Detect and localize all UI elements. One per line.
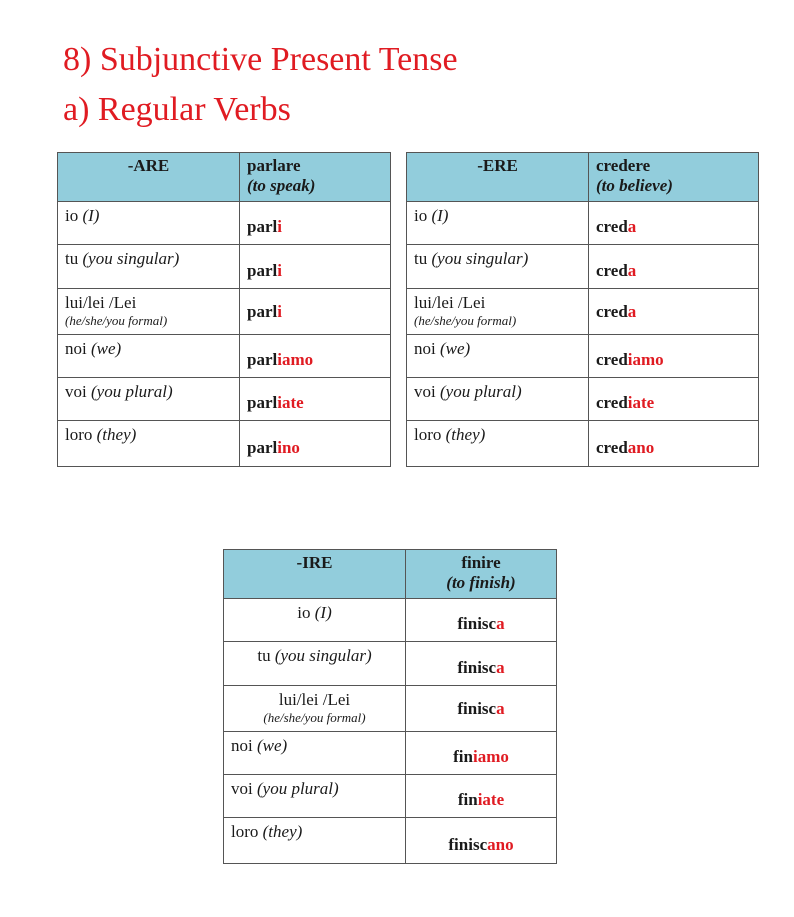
verb-header [406, 550, 557, 599]
verb-ending: i [277, 260, 282, 280]
verb-ending: iate [627, 393, 655, 412]
pronoun-cell [407, 335, 589, 378]
verb-form-cell [589, 289, 759, 335]
pronoun-gloss: (he/she/you formal) [414, 313, 517, 328]
pronoun-cell [58, 245, 240, 289]
ending-header: -IRE [224, 550, 406, 599]
verb-header [589, 153, 759, 202]
verb-stem: finisc [448, 834, 488, 854]
pronoun-gloss: (we) [90, 339, 122, 358]
pronoun-gloss: (I) [82, 206, 100, 225]
pronoun-cell [407, 245, 589, 289]
pronoun-cell [224, 732, 406, 775]
pronoun-cell [407, 289, 589, 335]
pronoun-gloss: (you plural) [90, 382, 173, 401]
verb-ending: a [627, 301, 637, 321]
pronoun: lui/lei /Lei [278, 690, 351, 709]
table-row [407, 202, 759, 245]
table-row [224, 642, 557, 686]
pronoun-gloss: (he/she/you formal) [263, 710, 366, 725]
verb-form-cell [240, 421, 391, 467]
pronoun-cell [224, 642, 406, 686]
pronoun-cell [58, 378, 240, 421]
pronoun: voi [414, 382, 436, 401]
pronoun: io [65, 206, 79, 225]
table-row [224, 818, 557, 864]
verb-meaning: (to finish) [446, 573, 516, 592]
verb-meaning: (to believe) [596, 176, 673, 195]
pronoun: loro [414, 425, 442, 444]
pronoun-gloss: (he/she/you formal) [65, 313, 168, 328]
page-title: 8) Subjunctive Present Tense [63, 41, 458, 78]
pronoun: voi [65, 382, 87, 401]
pronoun-gloss: (I) [431, 206, 449, 225]
verb-stem: parl [247, 260, 278, 280]
pronoun-cell [407, 202, 589, 245]
pronoun: tu [414, 249, 428, 268]
verb-form-cell [589, 421, 759, 467]
pronoun: noi [65, 339, 87, 358]
table-row [58, 289, 391, 335]
verb-stem: fin [453, 747, 473, 766]
verb-ending: a [496, 614, 505, 633]
verb-ending: iate [277, 393, 304, 412]
conjugation-table-ere [406, 152, 759, 467]
pronoun-cell [407, 421, 589, 467]
pronoun-gloss: (I) [314, 603, 332, 622]
pronoun-gloss: (you plural) [439, 382, 522, 401]
verb-form-cell [406, 732, 557, 775]
verb-meaning: (to speak) [247, 176, 316, 195]
verb-stem: finisc [457, 698, 497, 718]
pronoun-gloss: (you singular) [274, 646, 372, 665]
pronoun-cell [224, 599, 406, 642]
verb-ending: a [627, 260, 637, 280]
verb-stem: parl [247, 350, 278, 369]
verb-ending: i [277, 301, 282, 321]
table-row [224, 775, 557, 818]
verb-ending: ano [487, 834, 514, 854]
table-row [224, 599, 557, 642]
table-row [407, 289, 759, 335]
verb-stem: cred [596, 260, 628, 280]
conjugation-table-ire [223, 549, 557, 864]
verb-form-cell [406, 642, 557, 686]
verb-form-cell [589, 378, 759, 421]
verb-infinitive: parlare [247, 156, 301, 175]
table-row [407, 245, 759, 289]
pronoun: lui/lei /Lei [65, 293, 137, 312]
pronoun: io [414, 206, 428, 225]
verb-stem: parl [247, 217, 278, 236]
verb-stem: cred [596, 301, 628, 321]
verb-ending: iate [477, 790, 505, 809]
verb-ending: iamo [472, 747, 509, 766]
verb-form-cell [240, 335, 391, 378]
table-row [224, 732, 557, 775]
conjugation-table-are [57, 152, 391, 467]
verb-form-cell [240, 378, 391, 421]
table-row [407, 335, 759, 378]
pronoun: tu [257, 646, 271, 665]
pronoun-cell [224, 775, 406, 818]
page-subtitle: a) Regular Verbs [63, 91, 291, 128]
verb-form-cell [589, 202, 759, 245]
verb-form-cell [406, 599, 557, 642]
verb-form-cell [406, 686, 557, 732]
pronoun: tu [65, 249, 79, 268]
verb-form-cell [240, 202, 391, 245]
ending-header: -ARE [58, 153, 240, 202]
pronoun-gloss: (they) [262, 822, 303, 841]
verb-stem: finisc [457, 657, 497, 677]
verb-form-cell [589, 245, 759, 289]
verb-stem: fin [457, 790, 478, 809]
pronoun: noi [231, 736, 253, 755]
verb-infinitive: credere [596, 156, 651, 175]
pronoun-gloss: (they) [96, 425, 137, 444]
pronoun-cell [58, 421, 240, 467]
pronoun-cell [58, 202, 240, 245]
verb-infinitive: finire [461, 553, 501, 572]
verb-stem: cred [596, 217, 628, 236]
pronoun: noi [414, 339, 436, 358]
table-row [58, 202, 391, 245]
ending-header: -ERE [407, 153, 589, 202]
pronoun-cell [58, 335, 240, 378]
pronoun-cell [407, 378, 589, 421]
pronoun-cell [224, 818, 406, 864]
table-row [407, 378, 759, 421]
verb-ending: iamo [627, 350, 664, 369]
verb-stem: cred [596, 437, 628, 457]
table-row [407, 421, 759, 467]
pronoun: io [297, 603, 311, 622]
pronoun-gloss: (you singular) [431, 249, 529, 268]
verb-ending: a [496, 698, 505, 718]
verb-form-cell [406, 818, 557, 864]
verb-ending: a [496, 657, 505, 677]
pronoun-gloss: (you plural) [256, 779, 339, 798]
verb-form-cell [240, 245, 391, 289]
verb-stem: finisc [457, 614, 497, 633]
table-row [58, 245, 391, 289]
verb-ending: ano [627, 437, 655, 457]
pronoun: loro [65, 425, 93, 444]
table-row [224, 686, 557, 732]
table-row [58, 335, 391, 378]
pronoun: lui/lei /Lei [414, 293, 486, 312]
pronoun-gloss: (we) [439, 339, 471, 358]
table-row [58, 421, 391, 467]
header-row [407, 153, 759, 202]
verb-stem: cred [596, 350, 628, 369]
verb-stem: cred [596, 393, 628, 412]
header-row [224, 550, 557, 599]
pronoun-gloss: (they) [445, 425, 486, 444]
verb-stem: parl [247, 301, 278, 321]
pronoun-cell [58, 289, 240, 335]
verb-ending: a [627, 217, 637, 236]
pronoun-gloss: (we) [256, 736, 288, 755]
verb-form-cell [589, 335, 759, 378]
verb-ending: iamo [277, 350, 314, 369]
pronoun: loro [231, 822, 259, 841]
pronoun-gloss: (you singular) [82, 249, 180, 268]
pronoun: voi [231, 779, 253, 798]
verb-form-cell [406, 775, 557, 818]
table-row [58, 378, 391, 421]
verb-header [240, 153, 391, 202]
verb-ending: i [277, 217, 282, 236]
verb-form-cell [240, 289, 391, 335]
verb-stem: parl [247, 437, 278, 457]
verb-stem: parl [247, 393, 278, 412]
verb-ending: ino [277, 437, 300, 457]
header-row [58, 153, 391, 202]
pronoun-cell [224, 686, 406, 732]
